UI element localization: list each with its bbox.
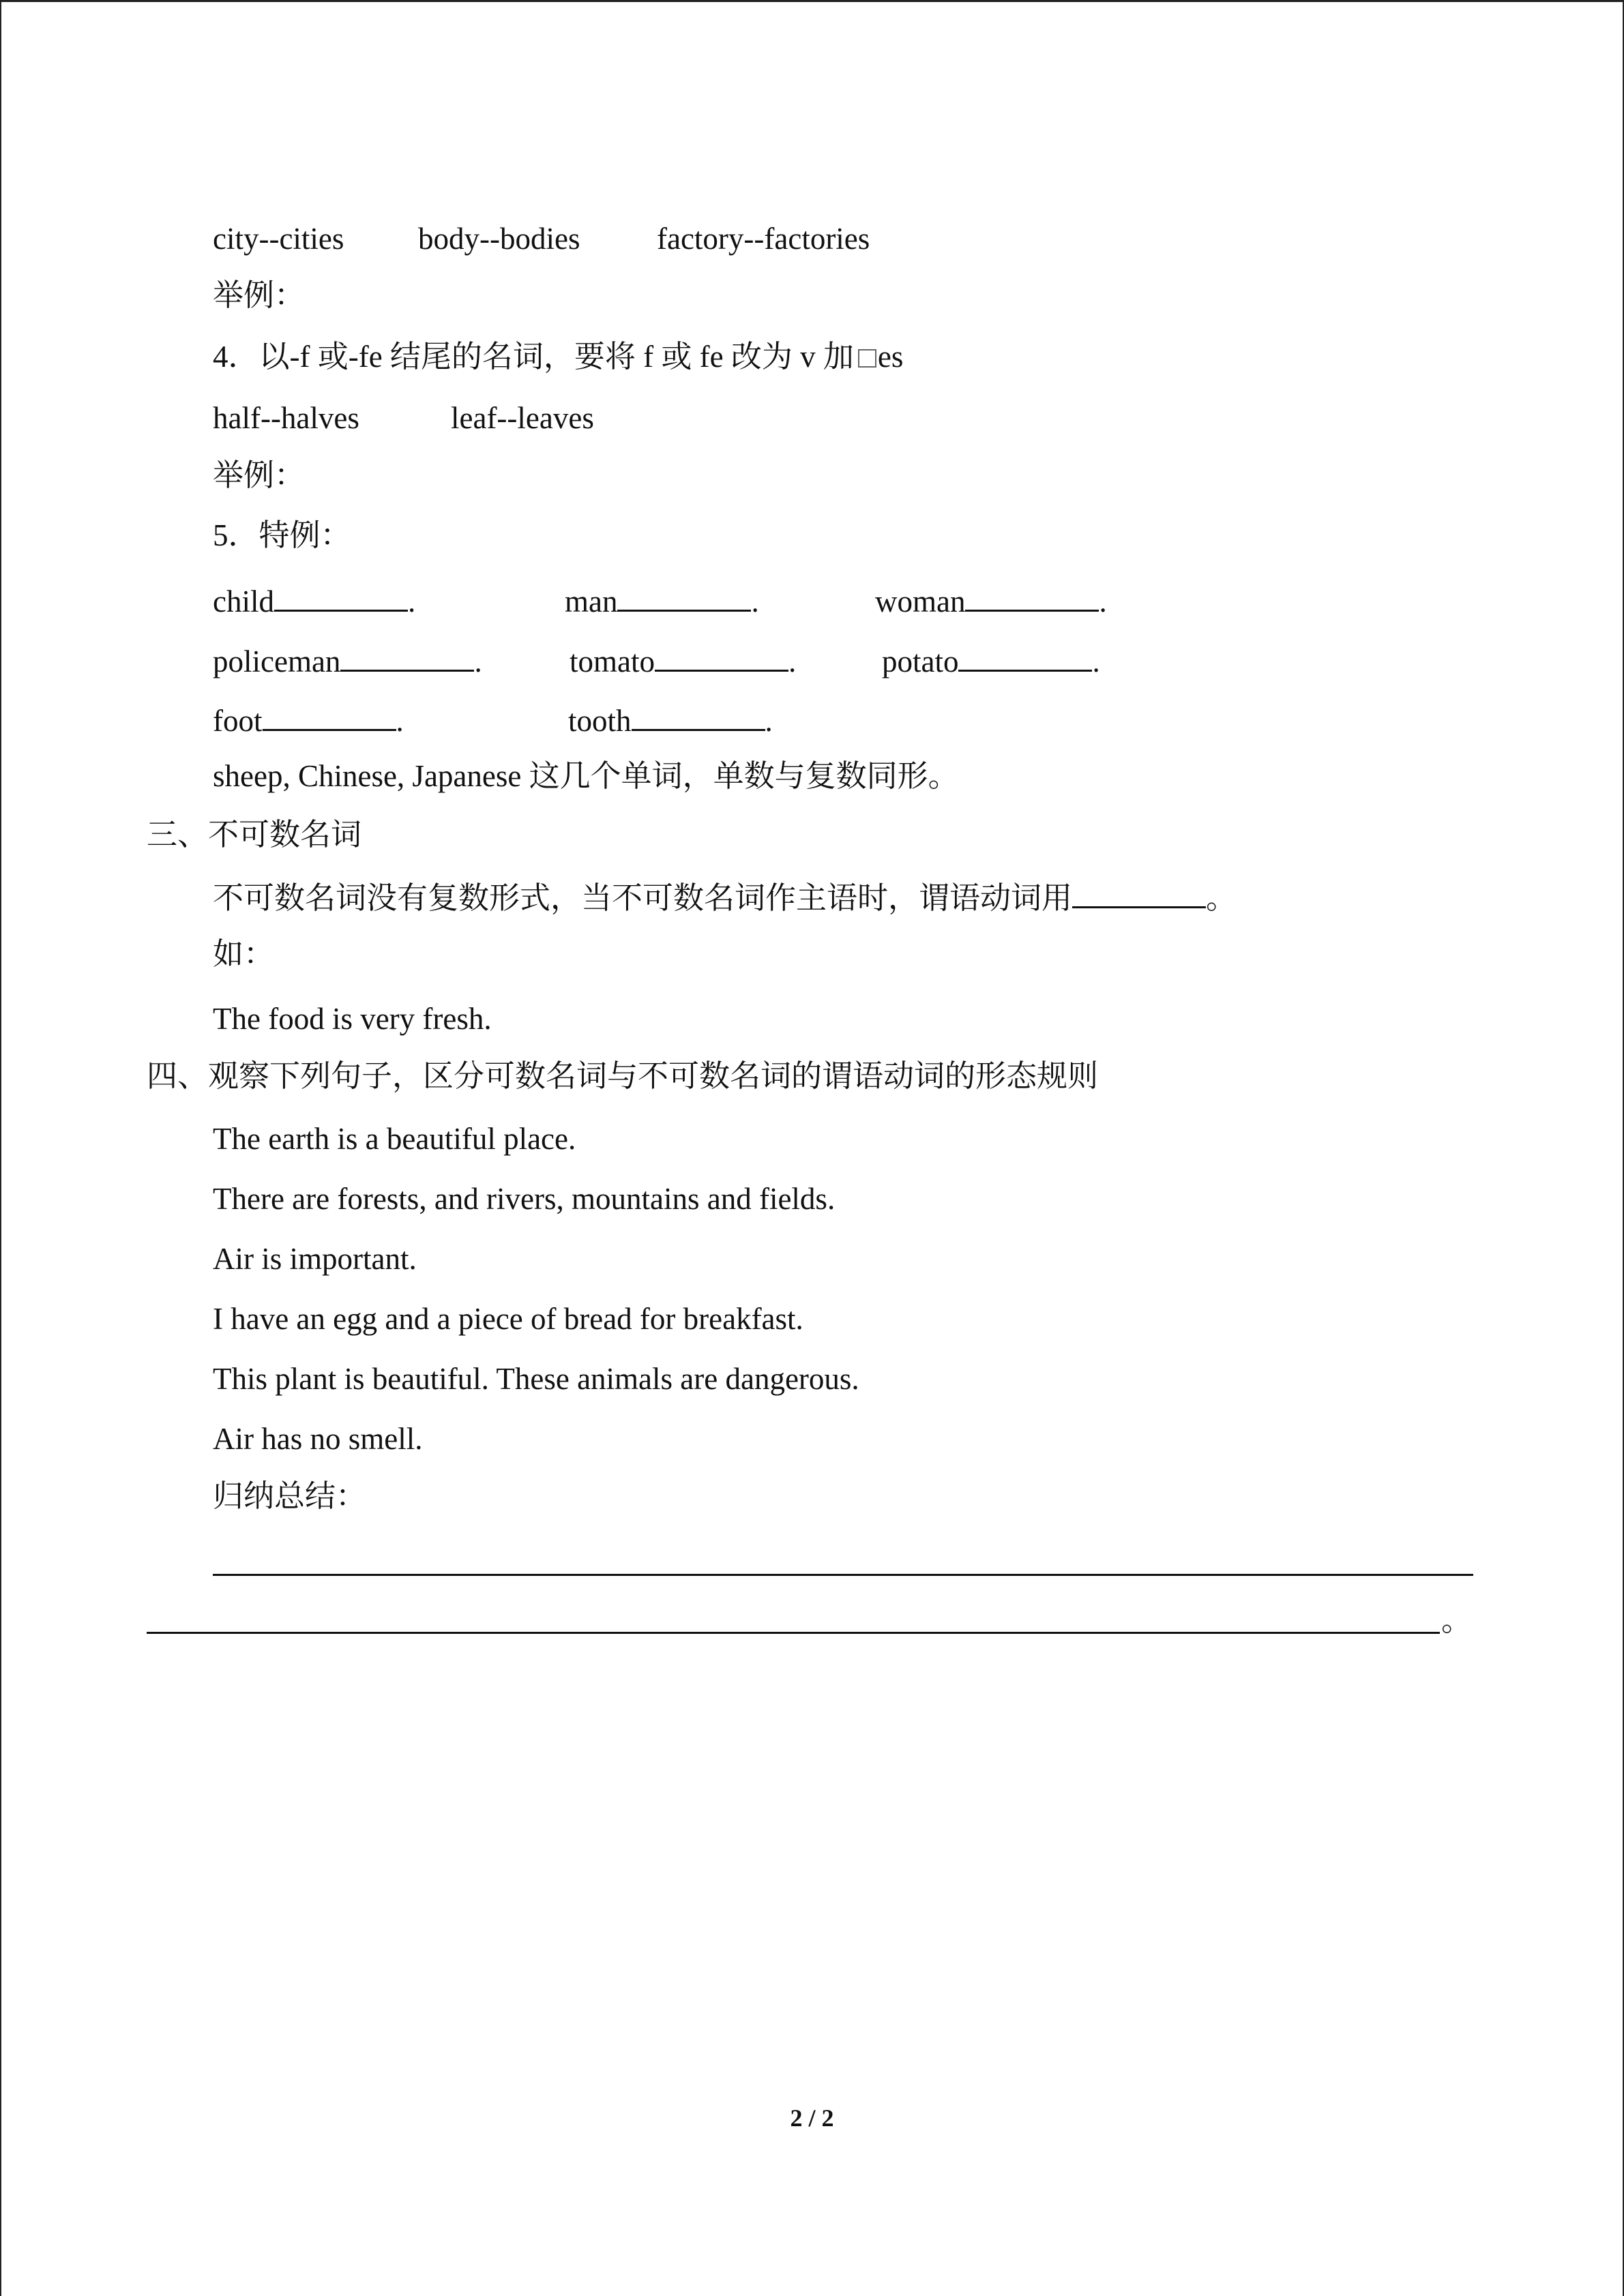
special-word: tooth <box>568 704 632 738</box>
sentence: I have an egg and a piece of bread for breakfast. <box>213 1302 803 1336</box>
page-number: 2 / 2 <box>790 2104 834 2132</box>
section-3-end: 。 <box>1206 881 1237 915</box>
rule-4-suffix: es <box>877 340 904 374</box>
special-word: policeman <box>213 644 341 679</box>
answer-blank[interactable] <box>1072 875 1206 908</box>
summary-answer-line[interactable] <box>147 1632 1440 1634</box>
answer-blank[interactable] <box>274 578 408 612</box>
section-3-description <box>213 875 1237 916</box>
rule-4-text: 4．以-f 或-fe 结尾的名词，要将 f 或 fe 改为 v 加 <box>213 340 854 374</box>
special-word-item: woman . <box>875 578 1107 622</box>
answer-blank[interactable] <box>340 638 474 672</box>
answer-blank[interactable] <box>632 698 765 731</box>
example-word: city--cities <box>213 222 344 256</box>
special-word-item: foot . <box>213 698 404 741</box>
special-word: foot <box>213 704 263 738</box>
example-word: leaf--leaves <box>451 401 594 435</box>
special-word-item: child . <box>213 578 415 622</box>
sentence: There are forests, and rivers, mountains and fields. <box>213 1182 836 1216</box>
section-3-example: The food is very fresh. <box>213 1002 492 1036</box>
answer-blank[interactable] <box>617 578 751 612</box>
example-label: 举例： <box>213 278 306 312</box>
section-3-text: 不可数名词没有复数形式，当不可数名词作主语时，谓语动词用 <box>213 881 1073 915</box>
example-label: 举例： <box>213 458 306 492</box>
sentence: This plant is beautiful. These animals are dangerous. <box>213 1362 859 1396</box>
summary-answer-line[interactable] <box>213 1574 1473 1576</box>
example-word: factory--factories <box>657 222 870 256</box>
summary-end-mark: 。 <box>1441 1603 1473 1637</box>
special-word: man <box>565 584 618 618</box>
sentence: Air is important. <box>213 1242 417 1276</box>
section-4-heading: 四、观察下列句子，区分可数名词与不可数名词的谓语动词的形态规则 <box>147 1059 1099 1093</box>
answer-blank[interactable] <box>958 638 1092 672</box>
special-word: potato <box>882 644 959 679</box>
special-word: tomato <box>570 644 655 679</box>
special-word-item: tomato . <box>570 638 796 682</box>
checkbox-glyph-icon <box>858 349 876 368</box>
sentence: Air has no smell. <box>213 1422 423 1456</box>
section-3-heading: 三、不可数名词 <box>147 818 362 852</box>
special-word-item: tooth . <box>568 698 773 741</box>
summary-label: 归纳总结： <box>213 1479 367 1513</box>
example-word: half--halves <box>213 401 359 435</box>
rule-4 <box>213 336 903 377</box>
sentence: The earth is a beautiful place. <box>213 1122 576 1156</box>
answer-blank[interactable] <box>655 638 788 672</box>
example-word: body--bodies <box>418 222 580 256</box>
special-word-item: policeman . <box>213 638 482 682</box>
rule-5: 5．特例： <box>213 518 351 552</box>
special-word-item: potato . <box>882 638 1100 682</box>
special-word: woman <box>875 584 966 618</box>
answer-blank[interactable] <box>263 698 396 731</box>
same-form-note: sheep, Chinese, Japanese 这几个单词，单数与复数同形。 <box>213 759 959 793</box>
special-word-item: man . <box>565 578 759 622</box>
special-word: child <box>213 584 274 618</box>
answer-blank[interactable] <box>965 578 1099 612</box>
such-as-label: 如： <box>213 937 275 971</box>
